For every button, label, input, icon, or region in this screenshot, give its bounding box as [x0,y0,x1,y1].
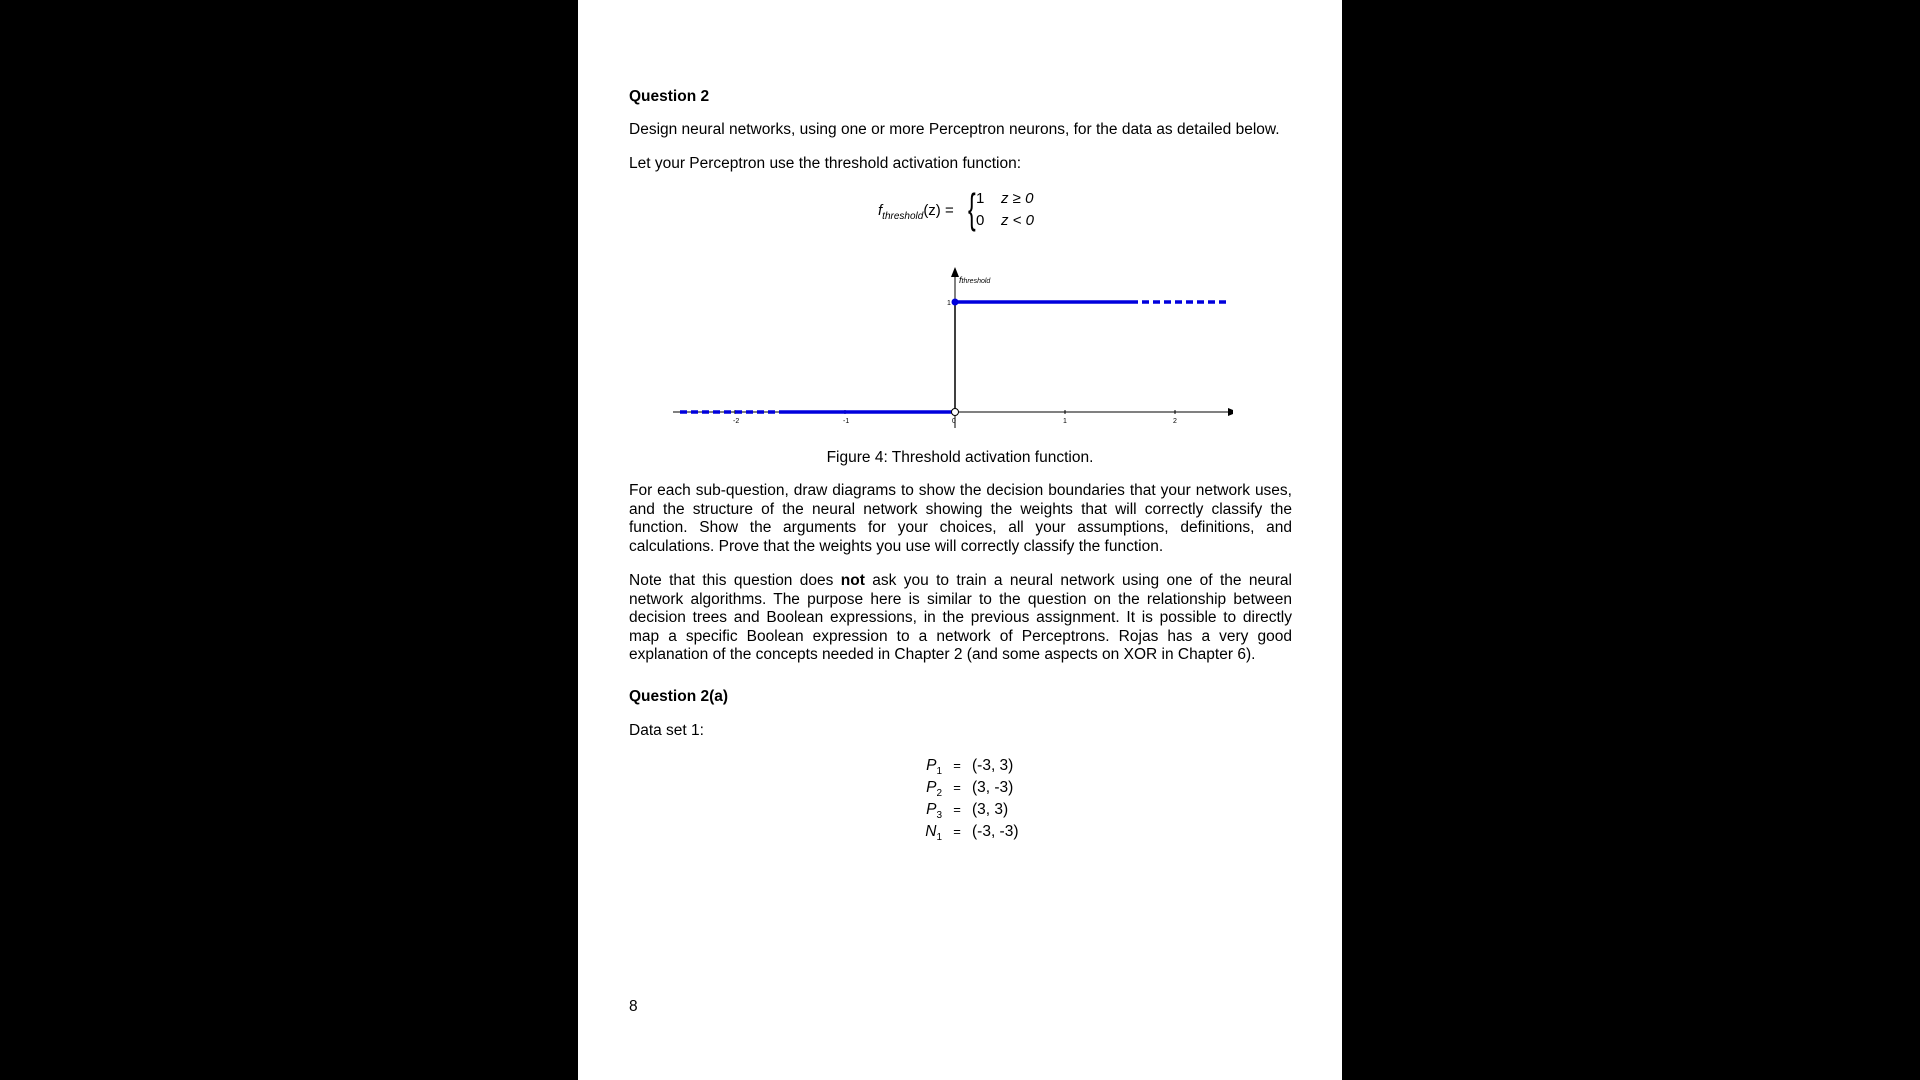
threshold-graph [673,266,1233,436]
filled-point-marker [952,299,959,306]
threshold-equation [878,185,1078,240]
dataset-table [908,755,1019,843]
x-tick-label: -1 [843,418,850,425]
equals-sign: = [953,758,961,773]
dataset-row [908,821,1019,843]
point-name: $P_1$ [926,757,942,778]
point-value: (-3, -3) [972,823,1019,840]
point-value: (-3, 3) [972,757,1014,774]
equals-sign: = [953,824,961,839]
page-number: 8 [629,998,638,1015]
note-paragraph: Note that this question does not ask you to train a neural network using one of the neural network algorithms. The purpose here is similar to the question on the relationship between decision trees and Boolean expressions, in the previous assignment. It is possible to directly map a specific Boolean expression to a network of Perceptrons. Rojas has a very good explanation of the concepts needed in Chapter 2 (and some aspects on XOR in Chapter 6). [629,572,1292,664]
open-point-marker [952,409,959,416]
point-name: $P_3$ [926,801,942,822]
activation-intro: Let your Perceptron use the threshold activation function: [629,155,1022,172]
point-value: (3, 3) [972,801,1009,818]
point-value: (3, -3) [972,779,1014,796]
document-page [578,0,1342,1080]
equals-sign: = [953,780,961,795]
y-tick-label: 1 [947,300,951,307]
dataset-row [908,777,1019,799]
subquestion-title: Question 2(a) [629,688,729,705]
equation-case-zero: 0 z < 0 [976,212,1034,229]
point-name: $N_1$ [925,823,942,844]
equation-lhs: $f_{threshold}(z)$ = [878,202,954,222]
point-name: $P_2$ [926,779,942,800]
dataset-label: Data set 1: [629,722,704,739]
y-axis-label: fthreshold [959,275,991,285]
dataset-row [908,755,1019,777]
question-title: Question 2 [629,88,710,105]
x-tick-label: 0 [952,418,956,425]
intro-text: Design neural networks, using one or more Perceptron neurons, for the data as detailed below. [629,121,1280,138]
x-tick-label: -2 [733,418,740,425]
instructions-paragraph: For each sub-question, draw diagrams to show the decision boundaries that your network uses, and the structure of the neural network showing the weights that will correctly classify the function. Show the arguments for your choices, all your assumptions, definitions, and calculations. Prove that the weights you use will correctly classify the function. [629,482,1292,555]
figure-caption: Figure 4: Threshold activation function. [826,449,1094,466]
x-tick-label: 2 [1173,418,1177,425]
equals-sign: = [953,802,961,817]
equation-brace: { [968,185,976,232]
x-tick-label: 1 [1063,418,1067,425]
equation-case-one: 1 z ≥ 0 [976,190,1034,207]
dataset-row [908,799,1019,821]
